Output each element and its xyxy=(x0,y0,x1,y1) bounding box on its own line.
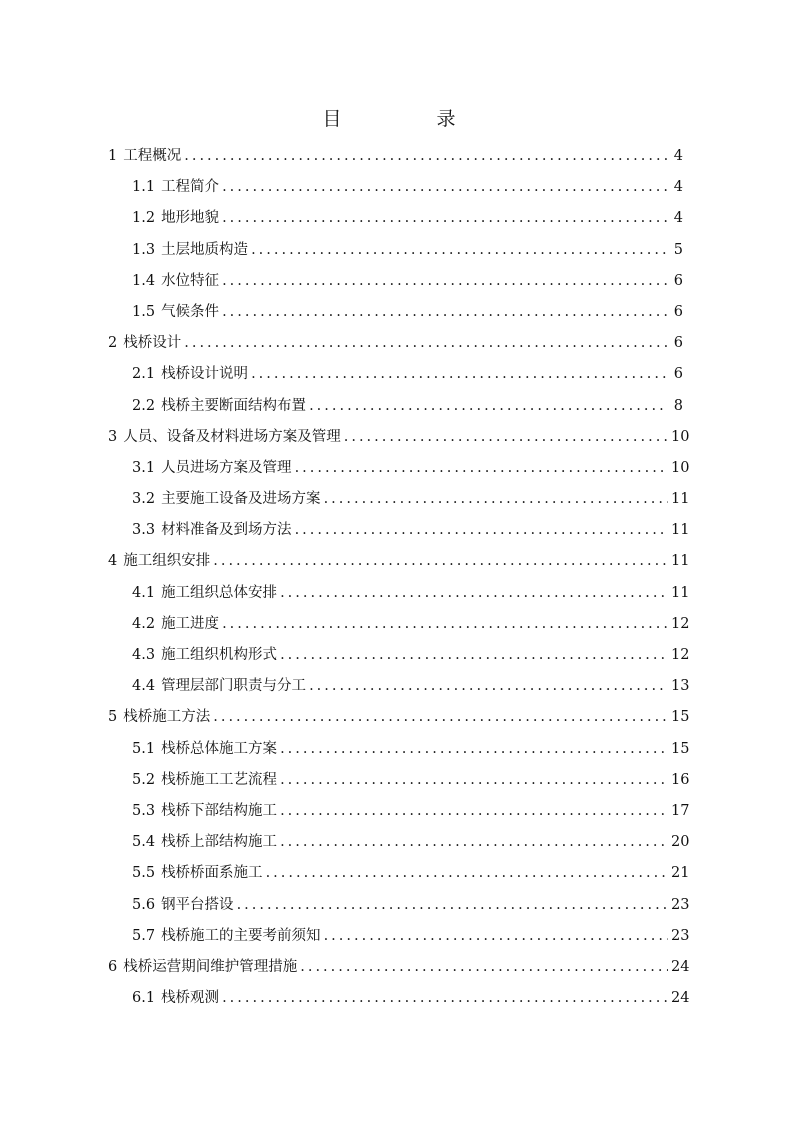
toc-entry-label: 材料准备及到场方法 xyxy=(161,522,292,539)
dot-leader xyxy=(251,235,668,266)
toc-entry-number: 3 xyxy=(108,428,118,445)
toc-entry-number: 6 xyxy=(108,958,118,975)
toc-entry-label: 人员、设备及材料进场方案及管理 xyxy=(123,428,341,445)
dot-leader xyxy=(251,359,668,390)
dot-leader xyxy=(222,983,668,1014)
dot-leader xyxy=(222,266,668,297)
toc-entry-label: 土层地质构造 xyxy=(161,241,249,258)
toc-entry-page: 11 xyxy=(671,584,690,601)
toc-entry-label: 钢平台搭设 xyxy=(161,896,234,913)
dot-leader xyxy=(237,890,668,921)
toc-entry-page: 12 xyxy=(671,647,690,663)
toc-entry-label: 施工进度 xyxy=(161,615,220,632)
toc-entry[interactable] xyxy=(108,983,690,1014)
toc-entry-label: 栈桥观测 xyxy=(161,990,220,1007)
toc-entry[interactable] xyxy=(108,890,690,921)
toc-entry-page: 6 xyxy=(673,303,683,320)
toc-entry-page: 15 xyxy=(671,740,690,757)
dot-leader xyxy=(309,391,668,422)
toc-entry[interactable] xyxy=(108,796,690,827)
toc-entry[interactable] xyxy=(108,578,690,609)
dot-leader xyxy=(295,515,668,546)
toc-entry-number: 2.2 xyxy=(132,397,156,414)
toc-entry-page: 10 xyxy=(671,459,690,476)
toc-entry-number: 5.6 xyxy=(132,896,156,913)
toc-entry-number: 5 xyxy=(108,709,118,726)
toc-entry-label: 水位特征 xyxy=(161,272,220,289)
toc-entry[interactable] xyxy=(108,172,683,203)
toc-entry-page: 16 xyxy=(671,771,690,788)
dot-leader xyxy=(324,484,668,515)
toc-entry[interactable] xyxy=(108,141,683,172)
toc-entry-label: 栈桥上部结构施工 xyxy=(161,834,278,851)
toc-entry-label: 栈桥桥面系施工 xyxy=(161,865,263,882)
toc-entry[interactable] xyxy=(108,858,690,889)
toc-entry-number: 4.2 xyxy=(132,615,156,632)
toc-entry[interactable] xyxy=(108,827,690,858)
toc-entry-number: 5.7 xyxy=(132,927,156,944)
dot-leader xyxy=(280,640,668,671)
toc-entry-page: 20 xyxy=(671,834,690,851)
toc-entry-number: 6.1 xyxy=(132,990,156,1007)
toc-entry[interactable] xyxy=(108,453,690,484)
toc-entry-page: 6 xyxy=(673,272,683,289)
toc-entry-label: 栈桥设计 xyxy=(123,335,182,352)
toc-entry[interactable] xyxy=(108,546,690,577)
toc-entry-page: 15 xyxy=(671,709,690,726)
toc-entry[interactable] xyxy=(108,734,690,765)
toc-entry-number: 1.5 xyxy=(132,303,156,320)
toc-entry-label: 主要施工设备及进场方案 xyxy=(161,491,321,508)
toc-entry-page: 8 xyxy=(673,397,683,414)
toc-entry-page: 13 xyxy=(671,678,690,695)
toc-entry-label: 栈桥总体施工方案 xyxy=(161,740,278,757)
toc-entry-number: 5.1 xyxy=(132,740,156,757)
toc-entry-label: 地形地貌 xyxy=(161,210,220,227)
toc-entry-page: 4 xyxy=(673,210,683,227)
toc-entry[interactable] xyxy=(108,765,690,796)
toc-entry[interactable] xyxy=(108,640,690,671)
dot-leader xyxy=(213,702,668,733)
toc-entry[interactable] xyxy=(108,297,683,328)
toc-entry-label: 栈桥下部结构施工 xyxy=(161,802,278,819)
toc-entry-label: 工程简介 xyxy=(161,179,220,196)
toc-entry-number: 5.3 xyxy=(132,802,156,819)
toc-entry[interactable] xyxy=(108,609,690,640)
toc-entry-page: 23 xyxy=(671,896,690,913)
toc-entry-page: 5 xyxy=(673,241,683,258)
dot-leader xyxy=(280,765,668,796)
toc-entry-page: 23 xyxy=(671,927,690,944)
toc-entry-page: 4 xyxy=(673,148,683,164)
toc-entry-page: 24 xyxy=(671,958,690,975)
dot-leader xyxy=(295,453,668,484)
toc-entry-number: 1.2 xyxy=(132,210,156,227)
toc-entry[interactable] xyxy=(108,702,690,733)
dot-leader xyxy=(300,952,668,983)
toc-entry-page: 11 xyxy=(671,522,690,539)
toc-entry-number: 3.2 xyxy=(132,491,156,508)
toc-entry-number: 3.1 xyxy=(132,459,156,476)
toc-entry-number: 2.1 xyxy=(132,366,156,383)
dot-leader xyxy=(222,203,668,234)
toc-entry[interactable] xyxy=(108,203,683,234)
toc-entry-page: 4 xyxy=(673,179,683,196)
toc-entry-number: 4.1 xyxy=(132,584,156,601)
toc-entry-page: 17 xyxy=(671,802,690,819)
toc-entry-label: 栈桥设计说明 xyxy=(161,366,249,383)
dot-leader xyxy=(280,734,668,765)
toc-entry-label: 管理层部门职责与分工 xyxy=(161,678,307,695)
toc-entry-number: 4.3 xyxy=(132,647,156,663)
table-of-contents xyxy=(108,141,690,1014)
dot-leader xyxy=(222,609,668,640)
toc-entry-label: 施工组织机构形式 xyxy=(161,647,278,663)
toc-title: 目 录 xyxy=(322,108,494,130)
dot-leader xyxy=(280,796,668,827)
toc-entry[interactable] xyxy=(108,328,683,359)
dot-leader xyxy=(344,422,668,453)
toc-entry-number: 4.4 xyxy=(132,678,156,695)
toc-entry-label: 施工组织总体安排 xyxy=(161,584,278,601)
toc-entry-label: 栈桥施工方法 xyxy=(123,709,211,726)
toc-entry-label: 人员进场方案及管理 xyxy=(161,459,292,476)
toc-entry[interactable] xyxy=(108,391,683,422)
dot-leader xyxy=(213,546,668,577)
toc-entry[interactable] xyxy=(108,484,690,515)
toc-entry-label: 栈桥运营期间维护管理措施 xyxy=(123,958,298,975)
toc-entry-label: 栈桥主要断面结构布置 xyxy=(161,397,307,414)
toc-entry-page: 24 xyxy=(671,990,690,1007)
dot-leader xyxy=(324,921,668,952)
toc-entry-number: 1 xyxy=(108,148,118,164)
toc-entry[interactable] xyxy=(108,235,683,266)
toc-entry-page: 12 xyxy=(671,615,690,632)
dot-leader xyxy=(222,297,668,328)
toc-entry-label: 工程概况 xyxy=(123,148,182,164)
dot-leader xyxy=(280,827,668,858)
toc-entry-page: 10 xyxy=(671,428,690,445)
toc-entry-number: 1.4 xyxy=(132,272,156,289)
toc-entry-number: 4 xyxy=(108,553,118,570)
toc-entry[interactable] xyxy=(108,921,690,952)
toc-entry[interactable] xyxy=(108,515,690,546)
dot-leader xyxy=(184,141,668,172)
dot-leader xyxy=(222,172,668,203)
toc-entry-label: 施工组织安排 xyxy=(123,553,211,570)
dot-leader xyxy=(184,328,668,359)
toc-entry-number: 1.3 xyxy=(132,241,156,258)
toc-entry[interactable] xyxy=(108,671,690,702)
toc-entry-number: 5.2 xyxy=(132,771,156,788)
toc-entry[interactable] xyxy=(108,952,690,983)
toc-entry-label: 气候条件 xyxy=(161,303,220,320)
toc-entry-number: 2 xyxy=(108,335,118,352)
toc-entry[interactable] xyxy=(108,266,683,297)
toc-entry-number: 5.4 xyxy=(132,834,156,851)
dot-leader xyxy=(266,858,668,889)
toc-entry[interactable] xyxy=(108,359,683,390)
toc-entry-number: 1.1 xyxy=(132,179,156,196)
toc-entry-page: 11 xyxy=(671,553,690,570)
toc-entry-label: 栈桥施工的主要考前须知 xyxy=(161,927,321,944)
dot-leader xyxy=(280,578,668,609)
toc-entry-page: 6 xyxy=(673,366,683,383)
toc-entry-page: 21 xyxy=(671,865,690,882)
toc-entry-page: 6 xyxy=(673,335,683,352)
toc-entry-page: 11 xyxy=(671,491,690,508)
toc-entry-number: 5.5 xyxy=(132,865,156,882)
toc-entry[interactable] xyxy=(108,422,690,453)
toc-entry-label: 栈桥施工工艺流程 xyxy=(161,771,278,788)
toc-entry-number: 3.3 xyxy=(132,522,156,539)
dot-leader xyxy=(309,671,668,702)
